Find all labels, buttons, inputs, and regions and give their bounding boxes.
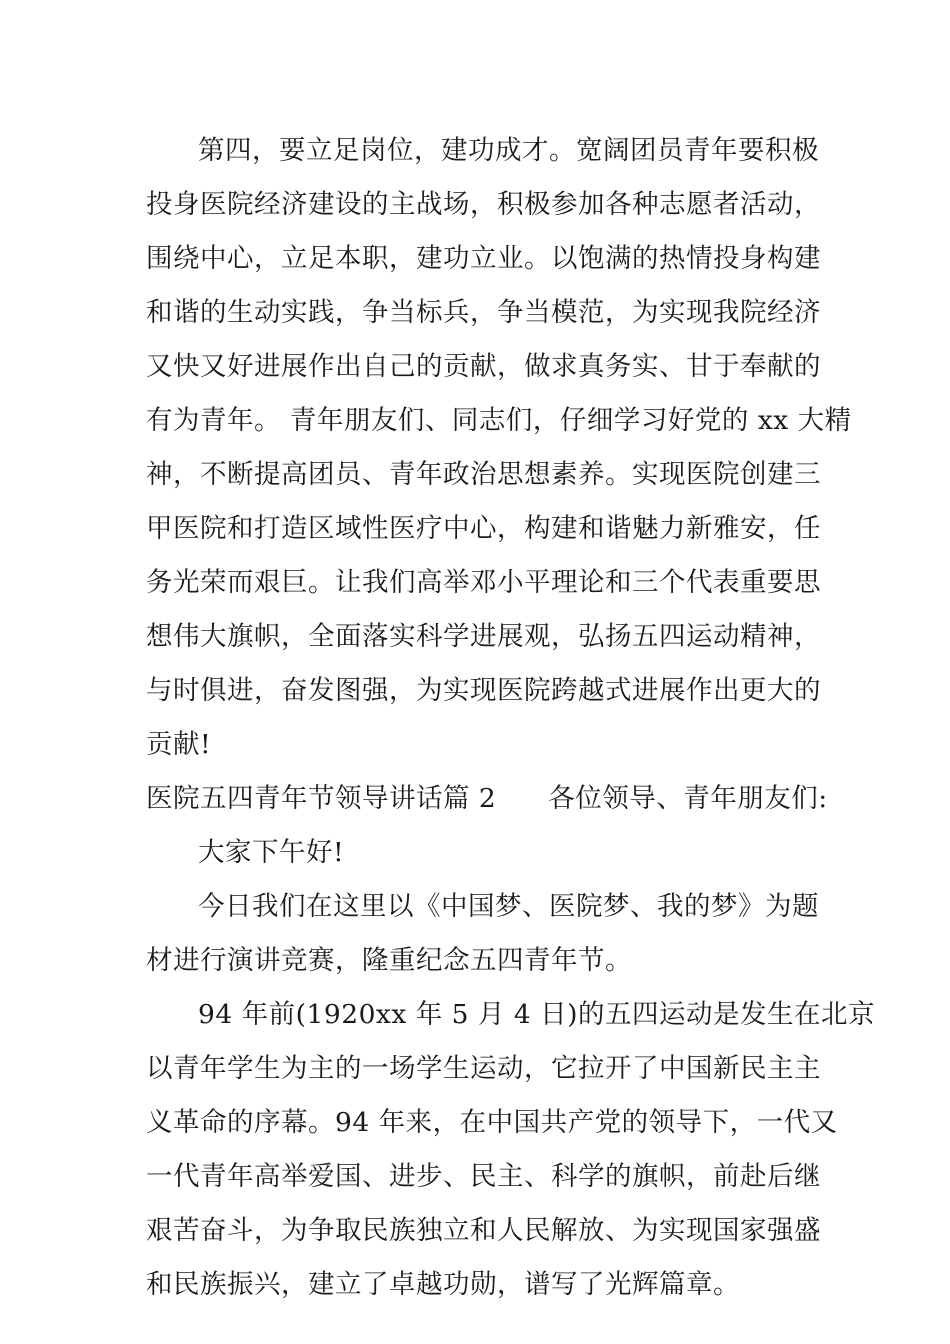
paragraph-line: 神，不断提高团员、青年政治思想素养。实现医院创建三 [146,459,821,490]
paragraph-line: 想伟大旗帜，全面落实科学进展观，弘扬五四运动精神， [146,621,821,652]
paragraph-line: 与时俱进，奋发图强，为实现医院跨越式进展作出更大的 [146,675,821,706]
section-heading [146,772,828,826]
paragraph-line: 以青年学生为主的一场学生运动，它拉开了中国新民主主 [146,1053,821,1084]
paragraph-3 [146,988,875,1312]
paragraph-line: 务光荣而艰巨。让我们高举邓小平理论和三个代表重要思 [146,567,821,598]
paragraph-line: 围绕中心，立足本职，建功立业。以饱满的热情投身构建 [146,243,821,274]
paragraph-line: 今日我们在这里以《中国梦、医院梦、我的梦》为题 [198,891,819,922]
paragraph-line: 贡献! [146,729,212,760]
greeting-line: 大家下午好! [198,837,345,868]
heading-salutation: 各位领导、青年朋友们: [548,783,828,814]
paragraph-line: 艰苦奋斗，为争取民族独立和人民解放、为实现国家强盛 [146,1215,821,1246]
paragraph-line: 和民族振兴，建立了卓越功勋，谱写了光辉篇章。 [146,1269,740,1300]
paragraph-line: 第四，要立足岗位，建功成才。宽阔团员青年要积极 [198,135,819,166]
document-body [146,124,875,1312]
paragraph-line: 有为青年。 青年朋友们、同志们，仔细学习好党的 xx 大精 [146,405,852,436]
paragraph-2 [146,880,819,988]
paragraph-line: 甲医院和打造区域性医疗中心，构建和谐魅力新雅安，任 [146,513,821,544]
heading-title: 医院五四青年节领导讲话篇 2 [146,783,497,814]
paragraph-line: 义革命的序幕。94 年来，在中国共产党的领导下，一代又 [146,1107,838,1138]
paragraph-line: 材进行演讲竞赛，隆重纪念五四青年节。 [146,945,632,976]
paragraph-line: 一代青年高举爱国、进步、民主、科学的旗帜，前赴后继 [146,1161,821,1192]
paragraph-line: 又快又好进展作出自己的贡献，做求真务实、甘于奉献的 [146,351,821,382]
paragraph-line: 和谐的生动实践，争当标兵，争当模范，为实现我院经济 [146,297,821,328]
paragraph-line: 投身医院经济建设的主战场，积极参加各种志愿者活动， [146,189,821,220]
paragraph-line: 94 年前(1920xx 年 5 月 4 日)的五四运动是发生在北京 [198,999,875,1030]
paragraph-1 [146,124,852,772]
